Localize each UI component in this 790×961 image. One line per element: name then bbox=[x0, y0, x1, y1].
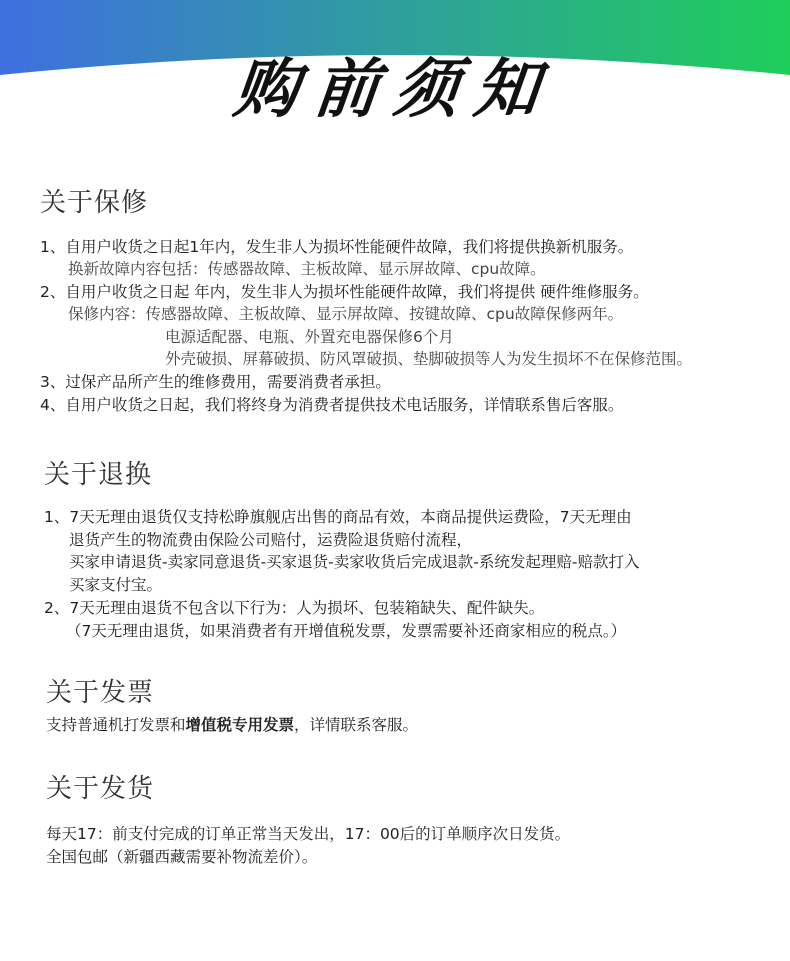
warranty-line: 3、过保产品所产生的维修费用，需要消费者承担。 bbox=[40, 373, 391, 391]
shipping-line: 全国包邮（新疆西藏需要补物流差价）。 bbox=[46, 848, 318, 866]
header-banner bbox=[0, 0, 790, 150]
returns-line: 1、7天无理由退货仅支持松睁旗舰店出售的商品有效，本商品提供运费险，7天无理由 bbox=[44, 508, 632, 526]
returns-line: 买家申请退货-卖家同意退货-买家退货-卖家收货后完成退款-系统发起理赔-赔款打入 bbox=[69, 553, 640, 571]
returns-line: 退货产生的物流费由保险公司赔付，运费险退货赔付流程， bbox=[69, 531, 473, 549]
invoice-text-before: 支持普通机打发票和 bbox=[46, 716, 186, 734]
shipping-heading: 关于发货 bbox=[46, 774, 155, 804]
warranty-line: 保修内容：传感器故障、主板故障、显示屏故障、按键故障、cpu故障保修两年。 bbox=[68, 305, 624, 323]
returns-heading: 关于退换 bbox=[44, 460, 153, 490]
invoice-text-bold: 增值税专用发票 bbox=[185, 716, 295, 734]
returns-line: 买家支付宝。 bbox=[69, 576, 163, 594]
invoice-text-after: ，详情联系客服。 bbox=[294, 716, 419, 734]
returns-line: 2、7天无理由退货不包含以下行为：人为损坏、包装箱缺失、配件缺失。 bbox=[44, 599, 545, 617]
warranty-line: 2、自用户收货之日起 年内，发生非人为损坏性能硬件故障，我们将提供 硬件维修服务。 bbox=[40, 283, 649, 301]
warranty-line: 电源适配器、电瓶、外置充电器保修6个月 bbox=[165, 328, 454, 346]
invoice-text bbox=[46, 714, 418, 736]
returns-line: （7天无理由退货，如果消费者有开增值税发票，发票需要补还商家相应的税点。） bbox=[66, 622, 627, 640]
page-title: 购前须知 bbox=[230, 52, 559, 127]
warranty-line: 1、自用户收货之日起1年内，发生非人为损坏性能硬件故障，我们将提供换新机服务。 bbox=[40, 238, 634, 256]
warranty-line: 4、自用户收货之日起，我们将终身为消费者提供技术电话服务，详情联系售后客服。 bbox=[40, 396, 624, 414]
invoice-heading: 关于发票 bbox=[46, 678, 155, 708]
shipping-line: 每天17：前支付完成的订单正常当天发出，17：00后的订单顺序次日发货。 bbox=[46, 825, 571, 843]
warranty-line: 外壳破损、屏幕破损、防风罩破损、垫脚破损等人为发生损坏不在保修范围。 bbox=[165, 350, 693, 368]
warranty-line: 换新故障内容包括：传感器故障、主板故障、显示屏故障、cpu故障。 bbox=[68, 260, 546, 278]
warranty-heading: 关于保修 bbox=[40, 188, 149, 218]
